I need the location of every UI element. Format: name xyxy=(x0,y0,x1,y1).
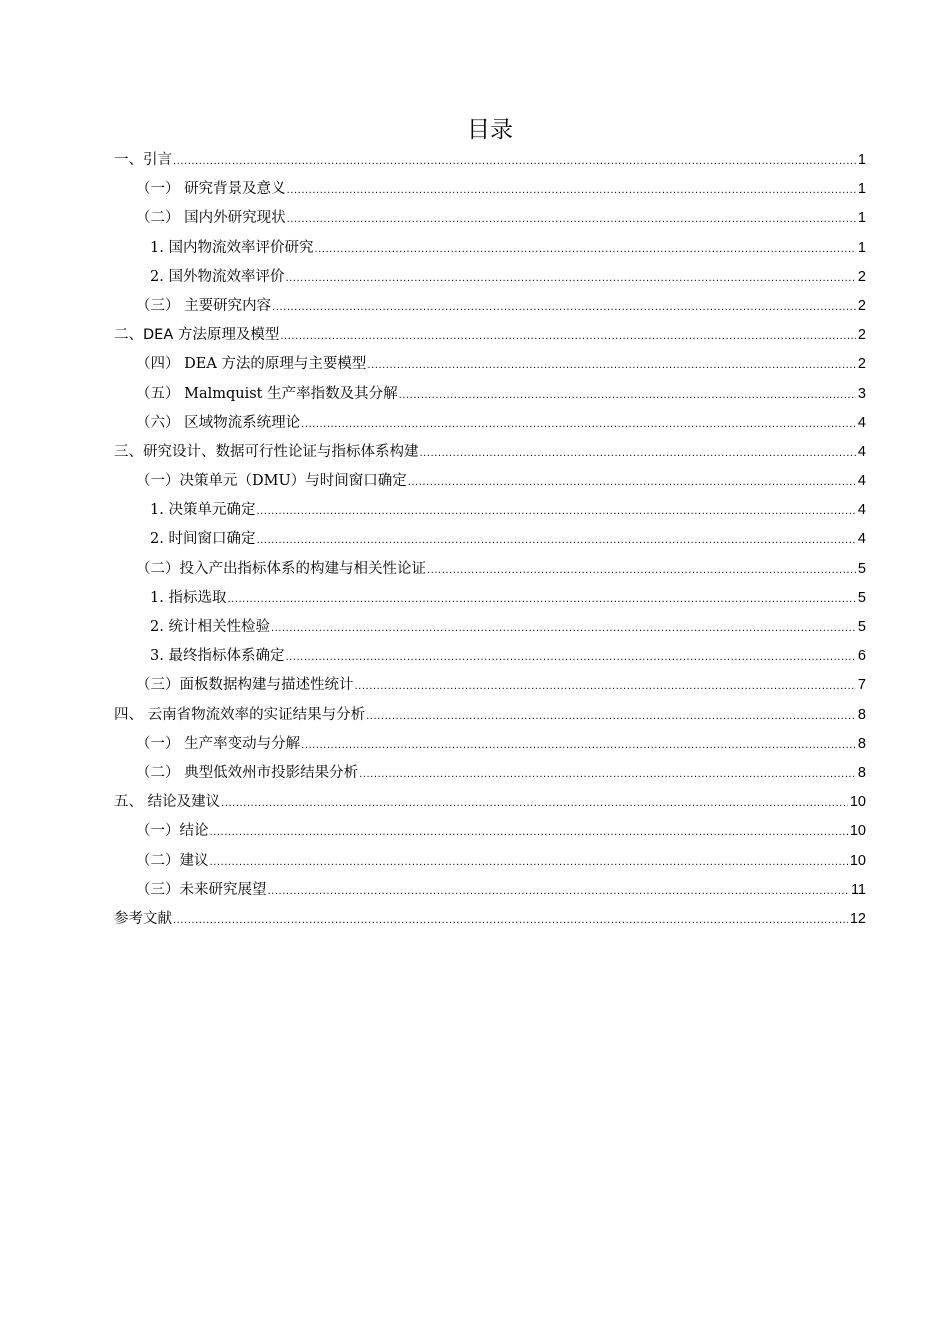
toc-entry[interactable] xyxy=(114,496,866,525)
toc-entry-text: （一）结论 xyxy=(136,823,209,840)
toc-page-number: 2 xyxy=(857,268,866,285)
toc-entry[interactable] xyxy=(114,175,866,204)
toc-entry-text: 五、 结论及建议 xyxy=(114,794,221,811)
toc-entry[interactable] xyxy=(114,146,866,175)
toc-dot-leader xyxy=(408,468,856,497)
toc-entry[interactable] xyxy=(114,876,866,905)
toc-entry-text: 1. 国内物流效率评价研究 xyxy=(150,239,314,256)
toc-dot-leader xyxy=(256,526,855,555)
toc-entry-text: （三） 主要研究内容 xyxy=(136,297,272,314)
toc-page-number: 4 xyxy=(857,531,866,548)
toc-dot-leader xyxy=(285,264,855,293)
toc-entry-text: 1. 指标选取 xyxy=(150,589,227,606)
toc-entry[interactable] xyxy=(114,204,866,233)
toc-page-number: 11 xyxy=(850,881,866,898)
toc-dot-leader xyxy=(367,351,856,380)
toc-page-number: 4 xyxy=(857,502,866,519)
toc-entry-text: 2. 统计相关性检验 xyxy=(150,619,270,635)
toc-entry[interactable] xyxy=(114,525,866,554)
toc-dot-leader xyxy=(427,556,856,585)
toc-dot-leader xyxy=(271,614,856,643)
toc-dot-leader xyxy=(301,731,856,760)
toc-page-number: 7 xyxy=(857,677,866,694)
toc-dot-leader xyxy=(210,818,848,847)
toc-list xyxy=(114,146,866,934)
toc-entry[interactable] xyxy=(114,380,866,409)
toc-entry[interactable] xyxy=(114,467,866,496)
toc-dot-leader xyxy=(287,176,856,205)
toc-entry-text: 2. 国外物流效率评价 xyxy=(150,268,285,285)
toc-dot-leader xyxy=(420,439,856,468)
toc-title: 目录 xyxy=(467,117,513,143)
toc-page-number: 10 xyxy=(849,852,866,869)
toc-entry-text: （五） Malmquist 生产率指数及其分解 xyxy=(136,385,398,402)
toc-entry-text: （二） 国内外研究现状 xyxy=(136,210,286,227)
toc-entry[interactable] xyxy=(114,409,866,438)
toc-entry[interactable] xyxy=(114,642,866,671)
toc-entry-text: 2. 时间窗口确定 xyxy=(150,531,256,548)
toc-entry[interactable] xyxy=(114,438,866,467)
toc-entry-text: （三）面板数据构建与描述性统计 xyxy=(136,677,354,694)
toc-entry-text: （二）投入产出指标体系的构建与相关性论证 xyxy=(136,560,426,577)
toc-entry-text: （三）未来研究展望 xyxy=(136,881,267,898)
toc-entry-text: （一）决策单元（DMU）与时间窗口确定 xyxy=(136,473,407,490)
toc-page-number: 4 xyxy=(857,414,866,431)
toc-page-number: 1 xyxy=(857,210,866,227)
toc-entry-text: 1. 决策单元确定 xyxy=(150,502,256,519)
toc-entry[interactable] xyxy=(114,847,866,876)
toc-page-number: 8 xyxy=(857,764,866,781)
toc-entry-text: 一、引言 xyxy=(114,152,172,168)
toc-page-number: 8 xyxy=(857,706,866,723)
toc-page-number: 1 xyxy=(857,152,866,168)
toc-entry-text: 二、DEA 方法原理及模型 xyxy=(114,327,280,344)
toc-dot-leader xyxy=(314,235,855,264)
toc-page-number: 4 xyxy=(857,443,866,460)
toc-entry[interactable] xyxy=(114,730,866,759)
toc-page-number: 6 xyxy=(857,648,866,665)
toc-page-number: 12 xyxy=(849,910,866,927)
toc-page-number: 5 xyxy=(857,589,866,606)
toc-entry[interactable] xyxy=(114,321,866,350)
toc-page-number: 4 xyxy=(857,473,866,490)
toc-entry-text: 3. 最终指标体系确定 xyxy=(150,648,285,665)
toc-entry-text: （一） 生产率变动与分解 xyxy=(136,735,301,752)
toc-dot-leader xyxy=(359,760,856,789)
toc-entry-text: （四） DEA 方法的原理与主要模型 xyxy=(136,356,367,373)
toc-entry[interactable] xyxy=(114,701,866,730)
toc-page-number: 8 xyxy=(857,735,866,752)
toc-page-number: 2 xyxy=(857,327,866,344)
toc-dot-leader xyxy=(399,381,856,410)
toc-entry-text: （一） 研究背景及意义 xyxy=(136,181,286,198)
toc-entry[interactable] xyxy=(114,555,866,584)
toc-entry-text: （二） 典型低效州市投影结果分析 xyxy=(136,764,359,781)
toc-dot-leader xyxy=(256,497,855,526)
toc-page-number: 1 xyxy=(857,181,866,198)
toc-dot-leader xyxy=(173,906,848,935)
toc-dot-leader xyxy=(268,877,849,906)
toc-entry-text: 参考文献 xyxy=(114,910,172,927)
toc-dot-leader xyxy=(301,410,856,439)
toc-entry[interactable] xyxy=(114,613,866,642)
toc-entry[interactable] xyxy=(114,817,866,846)
toc-dot-leader xyxy=(280,322,856,351)
toc-entry[interactable] xyxy=(114,263,866,292)
toc-dot-leader xyxy=(227,585,855,614)
toc-entry[interactable] xyxy=(114,292,866,321)
toc-dot-leader xyxy=(287,205,856,234)
toc-entry[interactable] xyxy=(114,671,866,700)
toc-entry-text: （六） 区域物流系统理论 xyxy=(136,414,301,431)
toc-dot-leader xyxy=(285,643,855,672)
toc-entry[interactable] xyxy=(114,905,866,934)
toc-entry[interactable] xyxy=(114,234,866,263)
toc-page-number: 2 xyxy=(857,297,866,314)
toc-page-number: 1 xyxy=(857,239,866,256)
toc-dot-leader xyxy=(355,672,856,701)
toc-entry-text: （二）建议 xyxy=(136,852,209,869)
toc-page-number: 5 xyxy=(857,619,866,635)
toc-page-number: 2 xyxy=(857,356,866,373)
toc-page-number: 3 xyxy=(857,385,866,402)
toc-dot-leader xyxy=(210,848,848,877)
toc-entry[interactable] xyxy=(114,350,866,379)
toc-page-number: 10 xyxy=(849,823,866,840)
toc-entry[interactable] xyxy=(114,788,866,817)
toc-entry[interactable] xyxy=(114,584,866,613)
toc-dot-leader xyxy=(366,702,856,731)
toc-dot-leader xyxy=(173,147,856,176)
toc-dot-leader xyxy=(221,789,848,818)
toc-entry-text: 四、 云南省物流效率的实证结果与分析 xyxy=(114,706,366,723)
toc-entry-text: 三、研究设计、数据可行性论证与指标体系构建 xyxy=(114,443,419,460)
toc-page-number: 5 xyxy=(857,560,866,577)
toc-entry[interactable] xyxy=(114,759,866,788)
toc-dot-leader xyxy=(272,293,856,322)
toc-page-number: 10 xyxy=(849,794,866,811)
